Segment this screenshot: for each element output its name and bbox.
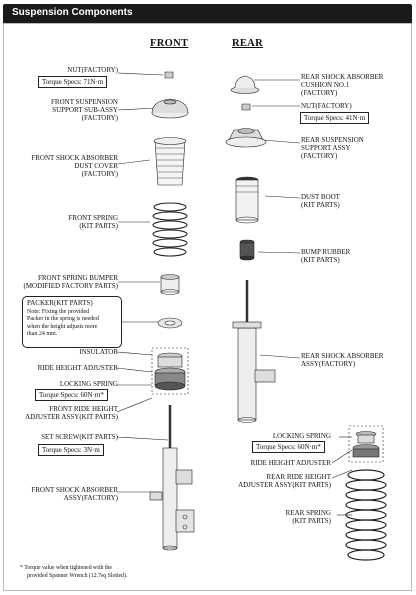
rear-spring-label: REAR SPRING (KIT PARTS): [285, 509, 331, 525]
rear-shock-label: REAR SHOCK ABSORBER ASSY(FACTORY): [301, 352, 384, 368]
front-ride-assy-label: FRONT RIDE HEIGHT ADJUSTER ASSY(KIT PARTS): [25, 405, 118, 421]
front-insulator-label: INSULATOR: [79, 348, 118, 356]
rear-ride-assy-label: REAR RIDE HEIGHT ADJUSTER ASSY(KIT PARTS): [238, 473, 331, 489]
front-nut-label: NUT(FACTORY): [67, 66, 118, 74]
front-set-screw-label: SET SCREW(KIT PARTS): [41, 433, 118, 441]
front-ride-adjuster-label: RIDE HEIGHT ADJUSTER: [37, 364, 118, 372]
front-support-label: FRONT SUSPENSION SUPPORT SUB-ASSY (FACTORY): [51, 98, 118, 122]
front-set-screw-torque: Torque Specs: 3N·m: [38, 444, 104, 456]
packer-title: PACKER(KIT PARTS): [27, 299, 93, 307]
front-locking-spring-label: LOCKING SPRING: [59, 380, 118, 388]
rear-column-heading: REAR: [232, 38, 263, 49]
front-locking-torque: Torque Specs: 60N·m*: [35, 389, 108, 401]
rear-locking-spring-label: LOCKING SPRING: [272, 432, 331, 440]
page-title: Suspension Components: [12, 7, 133, 18]
rear-nut-label: NUT(FACTORY): [301, 102, 352, 110]
rear-locking-torque: Torque Specs: 60N·m*: [252, 441, 325, 453]
packer-note-box: [22, 296, 122, 348]
rear-dust-boot-label: DUST BOOT (KIT PARTS): [301, 193, 340, 209]
rear-ride-adjuster-label: RIDE HEIGHT ADJUSTER: [250, 459, 331, 467]
front-column-heading: FRONT: [150, 38, 189, 49]
rear-support-label: REAR SUSPENSION SUPPORT ASSY (FACTORY): [301, 136, 364, 160]
front-bumper-label: FRONT SPRING BUMPER (MODIFIED FACTORY PARTS): [23, 274, 118, 290]
rear-cushion-label: REAR SHOCK ABSORBER CUSHION NO.1 (FACTORY): [301, 73, 384, 97]
packer-note: Note: Fixing the provided Packer in the spring is needed when the height adjusts more than 24 mm.: [27, 309, 99, 338]
rear-bump-rubber-label: BUMP RUBBER (KIT PARTS): [301, 248, 351, 264]
front-shock-label: FRONT SHOCK ABSORBER ASSY(FACTORY): [31, 486, 118, 502]
front-spring-label: FRONT SPRING (KIT PARTS): [68, 214, 118, 230]
front-dust-cover-label: FRONT SHOCK ABSORBER DUST COVER (FACTORY): [31, 154, 118, 178]
torque-footnote: * Torque value when tightened with the provided Spanner Wrench (12.7sq Slotted).: [20, 565, 128, 579]
rear-nut-torque: Torque Specs: 41N·m: [300, 112, 369, 124]
front-nut-torque: Torque Specs: 71N·m: [38, 76, 107, 88]
